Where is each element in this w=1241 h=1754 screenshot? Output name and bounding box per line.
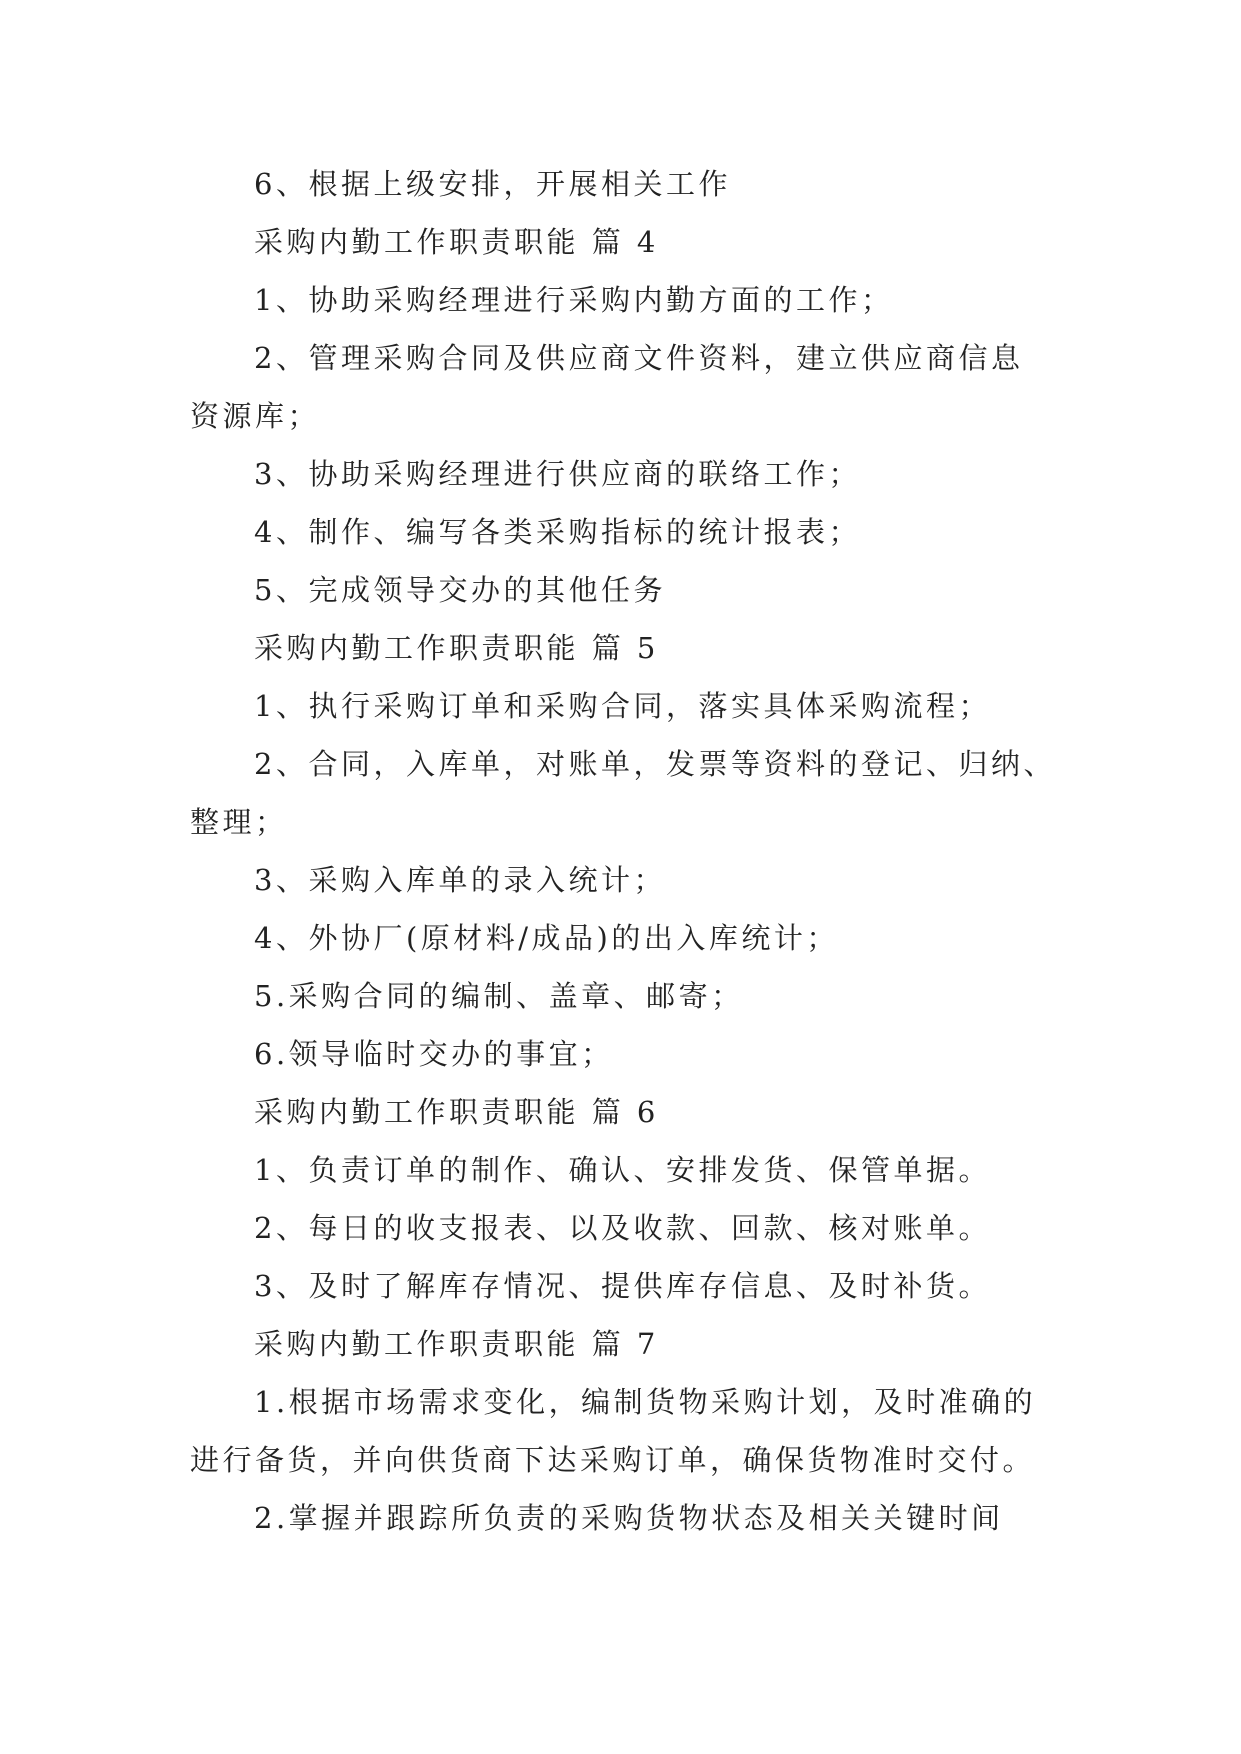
paragraph-line: 资源库； (190, 399, 321, 433)
section-heading: 采购内勤工作职责职能 篇 4 (254, 225, 659, 259)
paragraph-line: 2、合同，入库单，对账单，发票等资料的登记、归纳、 (254, 747, 1056, 781)
section-heading: 采购内勤工作职责职能 篇 7 (254, 1327, 659, 1361)
paragraph-line: 2.掌握并跟踪所负责的采购货物状态及相关关键时间 (254, 1501, 1004, 1535)
paragraph-line: 3、采购入库单的录入统计； (254, 863, 666, 897)
paragraph-line: 3、协助采购经理进行供应商的联络工作； (254, 457, 861, 491)
paragraph-line: 4、制作、编写各类采购指标的统计报表； (254, 515, 861, 549)
paragraph-line: 整理； (190, 805, 288, 839)
paragraph-line: 3、及时了解库存情况、提供库存信息、及时补货。 (254, 1269, 991, 1303)
paragraph-line: 2、管理采购合同及供应商文件资料，建立供应商信息 (254, 341, 1024, 375)
document-body (190, 155, 1075, 1547)
paragraph-line: 1、执行采购订单和采购合同，落实具体采购流程； (254, 689, 991, 723)
paragraph-line: 4、外协厂(原材料/成品)的出入库统计； (254, 921, 839, 955)
paragraph-line: 6.领导临时交办的事宜； (254, 1037, 614, 1071)
paragraph-line: 5.采购合同的编制、盖章、邮寄； (254, 979, 744, 1013)
paragraph-line: 1、协助采购经理进行采购内勤方面的工作； (254, 283, 894, 317)
paragraph-line: 6、根据上级安排，开展相关工作 (254, 167, 731, 201)
section-heading: 采购内勤工作职责职能 篇 6 (254, 1095, 659, 1129)
paragraph-line: 2、每日的收支报表、以及收款、回款、核对账单。 (254, 1211, 991, 1245)
paragraph-line: 1、负责订单的制作、确认、安排发货、保管单据。 (254, 1153, 991, 1187)
paragraph-line: 1.根据市场需求变化，编制货物采购计划，及时准确的 (254, 1385, 1037, 1419)
paragraph-line: 5、完成领导交办的其他任务 (254, 573, 666, 607)
section-heading: 采购内勤工作职责职能 篇 5 (254, 631, 659, 665)
paragraph-line: 进行备货，并向供货商下达采购订单，确保货物准时交付。 (190, 1443, 1036, 1477)
